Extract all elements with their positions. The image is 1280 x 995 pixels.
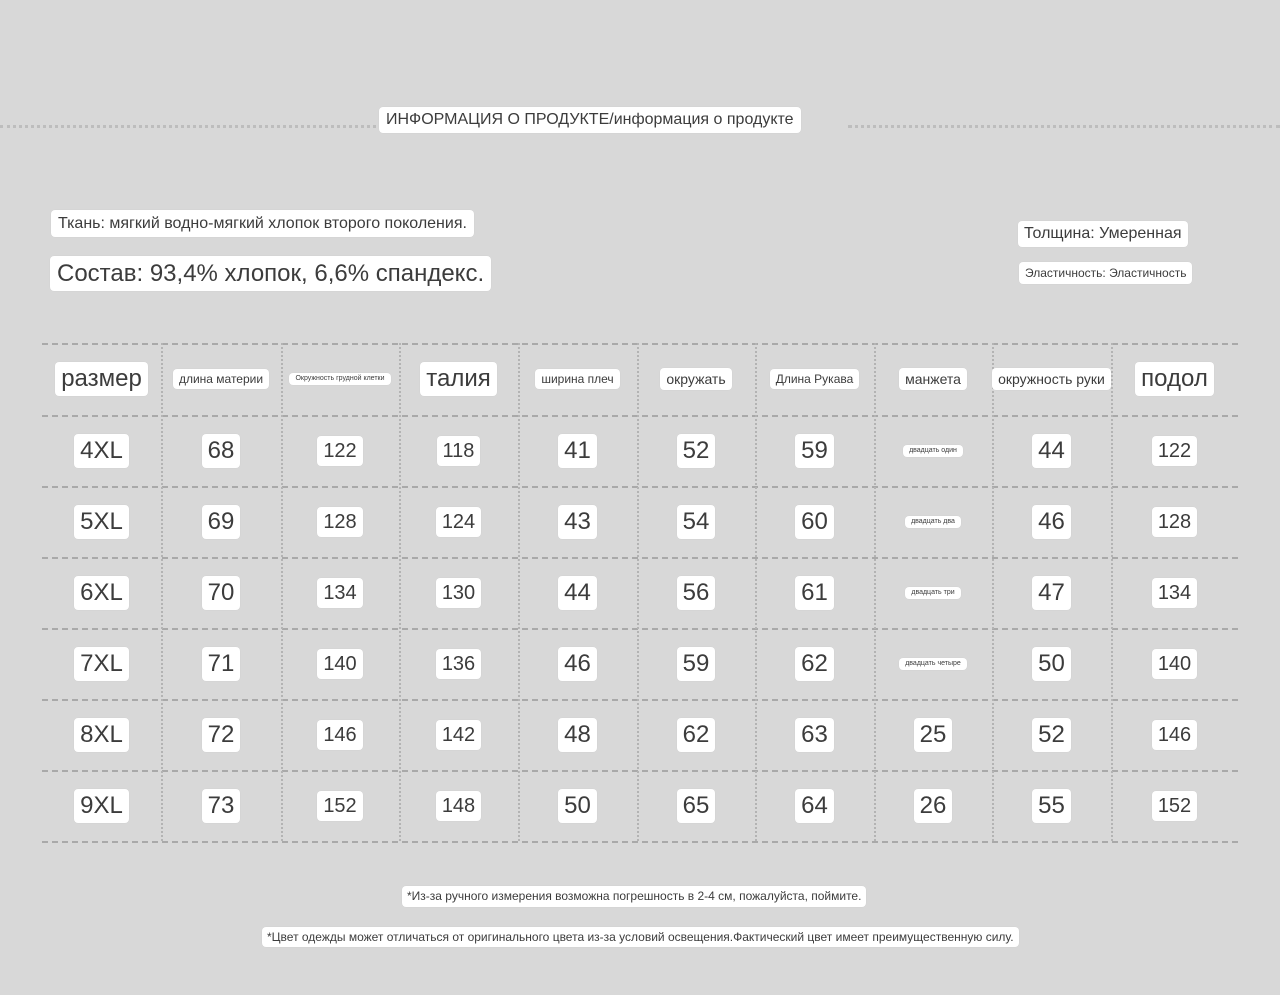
- table-cell: [1111, 699, 1238, 770]
- table-cell: [992, 343, 1111, 415]
- cell-garment-length: 68: [202, 434, 241, 468]
- table-cell: [874, 770, 992, 841]
- header-divider-left: [0, 125, 376, 128]
- cell-shoulder-width: 43: [558, 505, 597, 539]
- cell-hem: 122: [1152, 436, 1197, 466]
- table-cell: [637, 486, 755, 557]
- cell-shoulder-width: 44: [558, 576, 597, 610]
- table-cell: [637, 557, 755, 628]
- cell-sleeve-length: 63: [795, 718, 834, 752]
- cell-size: 8XL: [74, 718, 129, 752]
- cell-arm-circumference: 55: [1032, 789, 1071, 823]
- table-cell: [161, 343, 281, 415]
- cell-cuff: 26: [914, 789, 953, 823]
- table-cell: [281, 415, 399, 486]
- table-cell: [281, 770, 399, 841]
- table-cell: [1111, 415, 1238, 486]
- cell-chest: 140: [317, 649, 362, 679]
- cell-hem: 140: [1152, 649, 1197, 679]
- table-cell: [1111, 770, 1238, 841]
- table-cell: [42, 628, 161, 699]
- header-hem: подол: [1135, 362, 1214, 396]
- size-table: [42, 343, 1238, 841]
- table-cell: [281, 628, 399, 699]
- cell-cuff: двадцать два: [905, 516, 961, 528]
- cell-size: 7XL: [74, 647, 129, 681]
- cell-garment-length: 70: [202, 576, 241, 610]
- header-cuff: манжета: [899, 368, 967, 390]
- table-cell: [518, 557, 637, 628]
- table-cell: [992, 628, 1111, 699]
- table-cell: [42, 770, 161, 841]
- table-cell: [281, 699, 399, 770]
- table-cell: [992, 486, 1111, 557]
- table-cell: [161, 486, 281, 557]
- cell-chest: 146: [317, 720, 362, 750]
- cell-chest: 128: [317, 507, 362, 537]
- table-cell: [637, 415, 755, 486]
- color-note: *Цвет одежды может отличаться от оригинального цвета из-за условий освещения.Фактический цвет имеет преимущественную силу.: [262, 927, 1019, 947]
- cell-shoulder-width: 41: [558, 434, 597, 468]
- header-arm-circumference: окружность руки: [992, 368, 1111, 390]
- table-cell: [1111, 628, 1238, 699]
- cell-chest: 122: [317, 436, 362, 466]
- cell-waist: 124: [436, 507, 481, 537]
- table-cell: [161, 415, 281, 486]
- measurement-note: *Из-за ручного измерения возможна погрешность в 2-4 см, пожалуйста, поймите.: [402, 886, 866, 907]
- cell-waist: 142: [436, 720, 481, 750]
- header-garment-length: длина материи: [173, 369, 269, 389]
- table-cell: [1111, 557, 1238, 628]
- header-hip: окружать: [660, 368, 731, 390]
- cell-cuff: 25: [914, 718, 953, 752]
- table-cell: [42, 699, 161, 770]
- table-cell: [1111, 343, 1238, 415]
- cell-hip: 54: [677, 505, 716, 539]
- cell-hip: 59: [677, 647, 716, 681]
- table-cell: [281, 486, 399, 557]
- table-cell: [992, 415, 1111, 486]
- table-cell: [755, 557, 874, 628]
- table-cell: [399, 486, 518, 557]
- table-cell: [518, 699, 637, 770]
- cell-waist: 130: [436, 578, 481, 608]
- cell-size: 5XL: [74, 505, 129, 539]
- table-cell: [992, 557, 1111, 628]
- cell-waist: 118: [437, 436, 481, 466]
- cell-garment-length: 71: [202, 647, 241, 681]
- cell-shoulder-width: 48: [558, 718, 597, 752]
- table-cell: [755, 486, 874, 557]
- cell-cuff: двадцать один: [903, 445, 963, 457]
- table-cell: [42, 415, 161, 486]
- cell-waist: 148: [436, 791, 481, 821]
- elasticity-info: Эластичность: Эластичность: [1019, 262, 1192, 284]
- cell-arm-circumference: 44: [1032, 434, 1071, 468]
- table-cell: [518, 415, 637, 486]
- table-cell: [755, 628, 874, 699]
- cell-hip: 56: [677, 576, 716, 610]
- table-cell: [42, 486, 161, 557]
- header-size: размер: [55, 362, 148, 396]
- cell-sleeve-length: 59: [795, 434, 834, 468]
- table-cell: [399, 699, 518, 770]
- table-cell: [161, 770, 281, 841]
- header-shoulder-width: ширина плеч: [535, 369, 619, 389]
- table-cell: [399, 628, 518, 699]
- table-cell: [755, 699, 874, 770]
- table-cell: [1111, 486, 1238, 557]
- table-cell: [874, 415, 992, 486]
- thickness-info: Толщина: Умеренная: [1018, 221, 1188, 247]
- cell-waist: 136: [436, 649, 481, 679]
- header-chest: Окружность грудной клетки: [289, 373, 390, 385]
- table-cell: [161, 699, 281, 770]
- cell-garment-length: 72: [202, 718, 241, 752]
- table-cell: [874, 557, 992, 628]
- table-cell: [874, 628, 992, 699]
- table-cell: [518, 343, 637, 415]
- header-sleeve-length: Длина Рукава: [770, 369, 860, 389]
- cell-size: 9XL: [74, 789, 129, 823]
- cell-hip: 52: [677, 434, 716, 468]
- cell-chest: 134: [317, 578, 362, 608]
- cell-arm-circumference: 46: [1032, 505, 1071, 539]
- table-cell: [399, 557, 518, 628]
- fabric-info: Ткань: мягкий водно-мягкий хлопок второго поколения.: [51, 210, 474, 237]
- composition-info: Состав: 93,4% хлопок, 6,6% спандекс.: [50, 256, 491, 291]
- cell-shoulder-width: 46: [558, 647, 597, 681]
- table-cell: [518, 486, 637, 557]
- table-cell: [399, 415, 518, 486]
- cell-hem: 146: [1152, 720, 1197, 750]
- cell-garment-length: 73: [202, 789, 241, 823]
- table-cell: [281, 557, 399, 628]
- cell-sleeve-length: 60: [795, 505, 834, 539]
- table-cell: [518, 770, 637, 841]
- table-cell: [161, 557, 281, 628]
- table-row-divider: [42, 841, 1238, 843]
- cell-garment-length: 69: [202, 505, 241, 539]
- table-cell: [637, 343, 755, 415]
- table-cell: [755, 415, 874, 486]
- cell-shoulder-width: 50: [558, 789, 597, 823]
- table-cell: [874, 343, 992, 415]
- table-cell: [637, 699, 755, 770]
- cell-size: 6XL: [74, 576, 129, 610]
- cell-sleeve-length: 61: [795, 576, 834, 610]
- table-cell: [637, 770, 755, 841]
- table-cell: [637, 628, 755, 699]
- table-cell: [874, 699, 992, 770]
- table-cell: [399, 770, 518, 841]
- table-cell: [755, 770, 874, 841]
- header-divider-right: [848, 125, 1280, 128]
- cell-sleeve-length: 64: [795, 789, 834, 823]
- cell-arm-circumference: 50: [1032, 647, 1071, 681]
- cell-chest: 152: [317, 791, 362, 821]
- cell-hem: 128: [1152, 507, 1197, 537]
- cell-arm-circumference: 52: [1032, 718, 1071, 752]
- table-cell: [281, 343, 399, 415]
- header-waist: талия: [420, 362, 496, 396]
- table-cell: [399, 343, 518, 415]
- cell-sleeve-length: 62: [795, 647, 834, 681]
- table-cell: [874, 486, 992, 557]
- table-cell: [42, 343, 161, 415]
- cell-cuff: двадцать три: [905, 587, 960, 599]
- table-cell: [992, 699, 1111, 770]
- page-title: ИНФОРМАЦИЯ О ПРОДУКТЕ/информация о продукте: [379, 107, 801, 133]
- cell-hip: 65: [677, 789, 716, 823]
- cell-cuff: двадцать четыре: [899, 658, 967, 670]
- table-cell: [755, 343, 874, 415]
- cell-hem: 134: [1152, 578, 1197, 608]
- table-cell: [161, 628, 281, 699]
- cell-hem: 152: [1152, 791, 1197, 821]
- cell-hip: 62: [677, 718, 716, 752]
- table-cell: [518, 628, 637, 699]
- table-cell: [42, 557, 161, 628]
- table-cell: [992, 770, 1111, 841]
- cell-arm-circumference: 47: [1032, 576, 1071, 610]
- cell-size: 4XL: [74, 434, 129, 468]
